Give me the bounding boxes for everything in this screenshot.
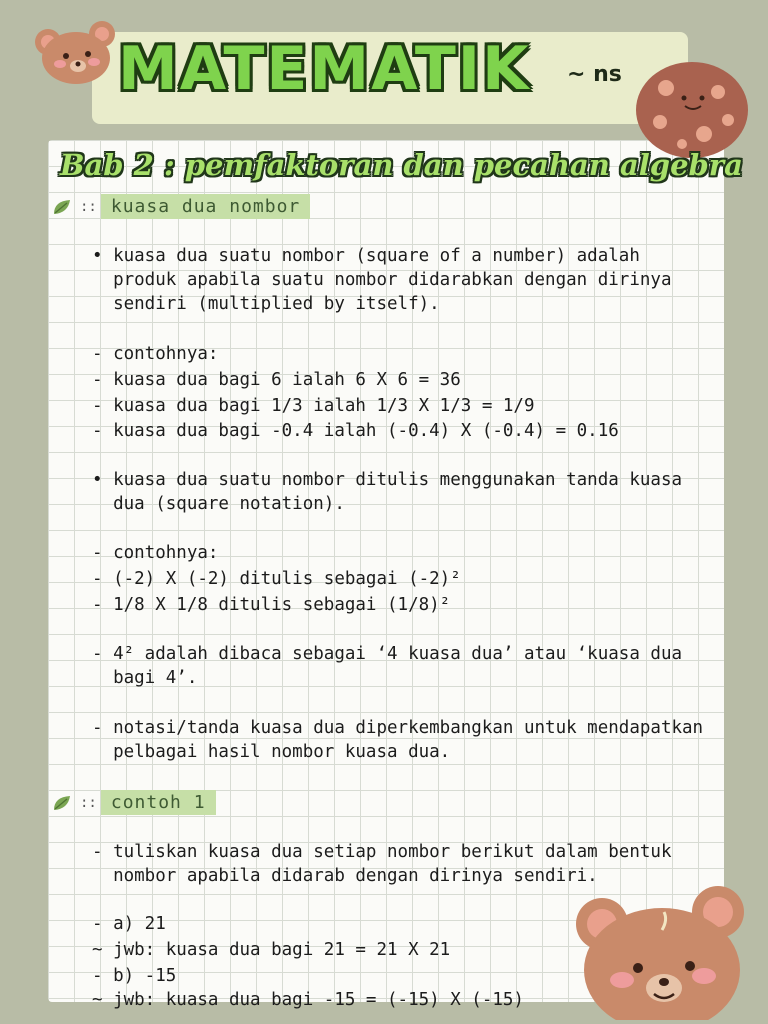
- text-line: pelbagai hasil nombor kuasa dua.: [92, 742, 451, 762]
- cookie-icon: [632, 58, 752, 162]
- text-line: - kuasa dua bagi -0.4 ialah (-0.4) X (-0.4) = 0.16: [92, 421, 619, 441]
- text-line: produk apabila suatu nombor didarabkan dengan dirinya: [92, 270, 672, 290]
- text-line: - a) 21: [92, 914, 166, 934]
- author-signature: ~ ns: [567, 62, 622, 87]
- text-line: - contohnya:: [92, 344, 219, 364]
- section-colon: ::: [80, 198, 97, 215]
- text-line: dua (square notation).: [92, 494, 345, 514]
- text-line: - 4² adalah dibaca sebagai ‘4 kuasa dua’ atau ‘kuasa dua: [92, 644, 683, 664]
- text-line: • kuasa dua suatu nombor ditulis menggunakan tanda kuasa: [92, 470, 683, 490]
- leaf-icon: [52, 794, 72, 812]
- text-line: - kuasa dua bagi 6 ialah 6 X 6 = 36: [92, 370, 461, 390]
- text-line: bagi 4’.: [92, 668, 198, 688]
- text-line: ~ jwb: kuasa dua bagi 21 = 21 X 21: [92, 940, 451, 960]
- leaf-icon: [52, 198, 72, 216]
- text-line: - contohnya:: [92, 543, 219, 563]
- text-line: - (-2) X (-2) ditulis sebagai (-2)²: [92, 569, 461, 589]
- bear-face-icon: [572, 880, 752, 1020]
- text-line: - b) -15: [92, 966, 177, 986]
- text-line: - notasi/tanda kuasa dua diperkembangkan untuk mendapatkan: [92, 718, 704, 738]
- section-header-contoh-1: [52, 790, 216, 815]
- chapter-subtitle: Bab 2 : pemfaktoran dan pecahan algebra: [60, 148, 743, 182]
- text-line: ~ jwb: kuasa dua bagi -15 = (-15) X (-15): [92, 990, 524, 1010]
- section-label: kuasa dua nombor: [101, 194, 310, 219]
- text-line: • kuasa dua suatu nombor (square of a number) adalah: [92, 246, 640, 266]
- bear-face-icon: [32, 18, 122, 86]
- section-colon: ::: [80, 794, 97, 811]
- text-line: - kuasa dua bagi 1/3 ialah 1/3 X 1/3 = 1/9: [92, 396, 535, 416]
- section-label: contoh 1: [101, 790, 216, 815]
- section-header-kuasa-dua: [52, 194, 310, 219]
- text-line: - 1/8 X 1/8 ditulis sebagai (1/8)²: [92, 595, 451, 615]
- text-line: sendiri (multiplied by itself).: [92, 294, 440, 314]
- text-line: - tuliskan kuasa dua setiap nombor berikut dalam bentuk: [92, 842, 672, 862]
- page-title: MATEMATIK: [118, 34, 531, 104]
- text-line: nombor apabila didarab dengan dirinya sendiri.: [92, 866, 598, 886]
